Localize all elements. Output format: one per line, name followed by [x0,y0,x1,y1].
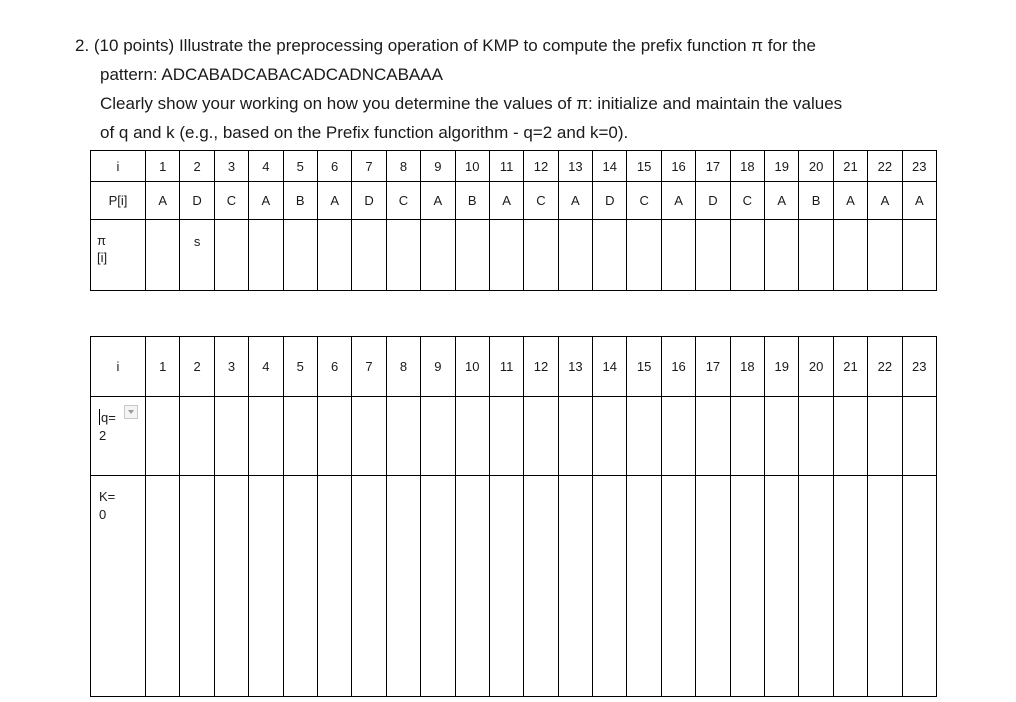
working-table [90,336,937,697]
pattern-row [91,182,937,220]
index-cell-2[interactable]: 11 [489,337,523,397]
index-cell[interactable]: 21 [833,151,867,182]
question-line-3: Clearly show your working on how you determine the values of π: initialize and maintain the values [100,94,843,113]
q-cell[interactable] [833,397,867,476]
pattern-cell[interactable]: C [386,182,420,220]
index-cell[interactable]: 6 [317,151,351,182]
q-cell[interactable] [180,397,214,476]
pattern-cell[interactable]: B [799,182,833,220]
q-cell[interactable] [352,397,386,476]
q-cell[interactable] [214,397,248,476]
index-cell-2[interactable]: 7 [352,337,386,397]
index-cell-2[interactable]: 3 [214,337,248,397]
index-cell-2[interactable]: 23 [902,337,936,397]
k-cell[interactable] [661,476,695,697]
q-cell[interactable] [455,397,489,476]
k-cell[interactable] [902,476,936,697]
pattern-cell[interactable]: B [283,182,317,220]
q-cell[interactable] [730,397,764,476]
pattern-cell[interactable]: A [868,182,902,220]
pi-label [91,220,146,291]
pattern-cell[interactable]: A [661,182,695,220]
k-cell[interactable] [283,476,317,697]
pattern-cell[interactable]: D [593,182,627,220]
index-cell[interactable]: 19 [765,151,799,182]
pattern-cell[interactable]: A [249,182,283,220]
k-cell[interactable] [180,476,214,697]
index-cell[interactable]: 16 [661,151,695,182]
pi-cell[interactable] [696,220,730,291]
k-row [91,476,937,697]
k-cell[interactable] [730,476,764,697]
p-label: P[i] [91,182,146,220]
pattern-cell[interactable]: A [902,182,936,220]
index-cell-2[interactable]: 20 [799,337,833,397]
k-cell[interactable] [386,476,420,697]
index-cell[interactable]: 23 [902,151,936,182]
q-cell[interactable] [146,397,180,476]
q-cell[interactable] [593,397,627,476]
index-cell[interactable]: 4 [249,151,283,182]
index-row [91,151,937,182]
index-cell-2[interactable]: 15 [627,337,661,397]
index-cell-2[interactable]: 22 [868,337,902,397]
pattern-cell[interactable]: A [317,182,351,220]
pattern-cell[interactable]: A [489,182,523,220]
k-cell[interactable] [524,476,558,697]
index-cell[interactable]: 10 [455,151,489,182]
index-cell[interactable]: 8 [386,151,420,182]
k-label-text: K= [99,489,116,504]
index-cell[interactable]: 5 [283,151,317,182]
index-cell[interactable]: 18 [730,151,764,182]
index-cell-2[interactable]: 1 [146,337,180,397]
k-cell[interactable] [421,476,455,697]
index-cell-2[interactable]: 16 [661,337,695,397]
pi-cell[interactable] [730,220,764,291]
pattern-cell[interactable]: B [455,182,489,220]
k-cell[interactable] [765,476,799,697]
pi-cell[interactable] [352,220,386,291]
i-label: i [91,151,146,182]
k-cell[interactable] [696,476,730,697]
pattern-cell[interactable]: C [524,182,558,220]
pi-label-index: [i] [97,250,108,265]
pattern-cell[interactable]: A [833,182,867,220]
pi-cell[interactable] [902,220,936,291]
pi-cell[interactable] [868,220,902,291]
index-cell-2[interactable]: 9 [421,337,455,397]
index-cell[interactable]: 22 [868,151,902,182]
k-cell[interactable] [558,476,592,697]
pi-cell[interactable] [317,220,351,291]
pi-cell[interactable] [146,220,180,291]
q-cell[interactable] [249,397,283,476]
text-cursor [99,409,100,425]
k-cell[interactable] [627,476,661,697]
index-cell[interactable]: 20 [799,151,833,182]
pi-cell[interactable] [627,220,661,291]
index-cell[interactable]: 14 [593,151,627,182]
pi-cell[interactable] [661,220,695,291]
k-cell[interactable] [352,476,386,697]
q-cell[interactable] [558,397,592,476]
k-cell[interactable] [833,476,867,697]
q-cell[interactable] [489,397,523,476]
q-cell[interactable] [696,397,730,476]
index-cell[interactable]: 12 [524,151,558,182]
pattern-cell[interactable]: A [146,182,180,220]
q-cell[interactable] [421,397,455,476]
index-cell-2[interactable]: 10 [455,337,489,397]
index-cell-2[interactable]: 18 [730,337,764,397]
q-cell[interactable] [627,397,661,476]
q-cell[interactable] [386,397,420,476]
pi-cell[interactable] [489,220,523,291]
q-cell[interactable] [868,397,902,476]
question-line-4: of q and k (e.g., based on the Prefix function algorithm - q=2 and k=0). [100,123,629,142]
pi-cell[interactable] [421,220,455,291]
index-cell-2[interactable]: 17 [696,337,730,397]
i-label-2: i [91,337,146,397]
index-cell-2[interactable]: 6 [317,337,351,397]
dropdown-arrow-icon[interactable] [124,405,138,419]
q-label-value: 2 [99,428,107,443]
k-label-value: 0 [99,507,107,522]
q-cell[interactable] [524,397,558,476]
index-cell-2[interactable]: 12 [524,337,558,397]
pattern-cell[interactable]: D [696,182,730,220]
pattern-cell[interactable]: C [214,182,248,220]
q-cell[interactable] [765,397,799,476]
q-cell[interactable] [317,397,351,476]
index-cell-2[interactable]: 2 [180,337,214,397]
pi-cell[interactable] [283,220,317,291]
index-cell-2[interactable]: 13 [558,337,592,397]
k-cell[interactable] [489,476,523,697]
k-cell[interactable] [868,476,902,697]
pi-cell[interactable]: s [180,220,214,291]
pattern-cell[interactable]: D [352,182,386,220]
k-cell[interactable] [317,476,351,697]
pi-row [91,220,937,291]
pi-label-symbol: π [97,233,106,248]
pattern-cell[interactable]: D [180,182,214,220]
pi-cell[interactable] [386,220,420,291]
pi-cell[interactable] [249,220,283,291]
pi-cell[interactable] [765,220,799,291]
pi-cell[interactable] [524,220,558,291]
k-cell[interactable] [146,476,180,697]
pi-cell[interactable] [799,220,833,291]
index-cell[interactable]: 1 [146,151,180,182]
k-cell[interactable] [214,476,248,697]
pattern-cell[interactable]: A [421,182,455,220]
pattern-cell[interactable]: C [730,182,764,220]
index-row-2 [91,337,937,397]
question-line-1: 2. (10 points) Illustrate the preprocessing operation of KMP to compute the prefix function π for the [75,36,816,55]
k-label [91,476,146,697]
index-cell[interactable]: 7 [352,151,386,182]
q-cell[interactable] [902,397,936,476]
k-cell[interactable] [799,476,833,697]
k-cell[interactable] [249,476,283,697]
pi-cell[interactable] [558,220,592,291]
question-line-2: pattern: ADCABADCABACADCADNCABAAA [100,65,443,84]
pi-cell[interactable] [455,220,489,291]
q-cell[interactable] [661,397,695,476]
index-cell[interactable]: 3 [214,151,248,182]
q-row [91,397,937,476]
index-cell[interactable]: 9 [421,151,455,182]
pi-cell[interactable] [593,220,627,291]
pi-cell[interactable] [833,220,867,291]
index-cell[interactable]: 2 [180,151,214,182]
q-label-text: q= [101,410,116,425]
q-cell[interactable] [799,397,833,476]
index-cell[interactable]: 17 [696,151,730,182]
index-cell-2[interactable]: 8 [386,337,420,397]
index-cell[interactable]: 15 [627,151,661,182]
pattern-cell[interactable]: A [558,182,592,220]
prefix-function-table [90,150,937,291]
q-cell[interactable] [283,397,317,476]
k-cell[interactable] [593,476,627,697]
index-cell[interactable]: 13 [558,151,592,182]
index-cell-2[interactable]: 19 [765,337,799,397]
pi-cell[interactable] [214,220,248,291]
k-cell[interactable] [455,476,489,697]
index-cell-2[interactable]: 14 [593,337,627,397]
index-cell[interactable]: 11 [489,151,523,182]
pattern-cell[interactable]: A [765,182,799,220]
index-cell-2[interactable]: 21 [833,337,867,397]
index-cell-2[interactable]: 4 [249,337,283,397]
pattern-cell[interactable]: C [627,182,661,220]
index-cell-2[interactable]: 5 [283,337,317,397]
